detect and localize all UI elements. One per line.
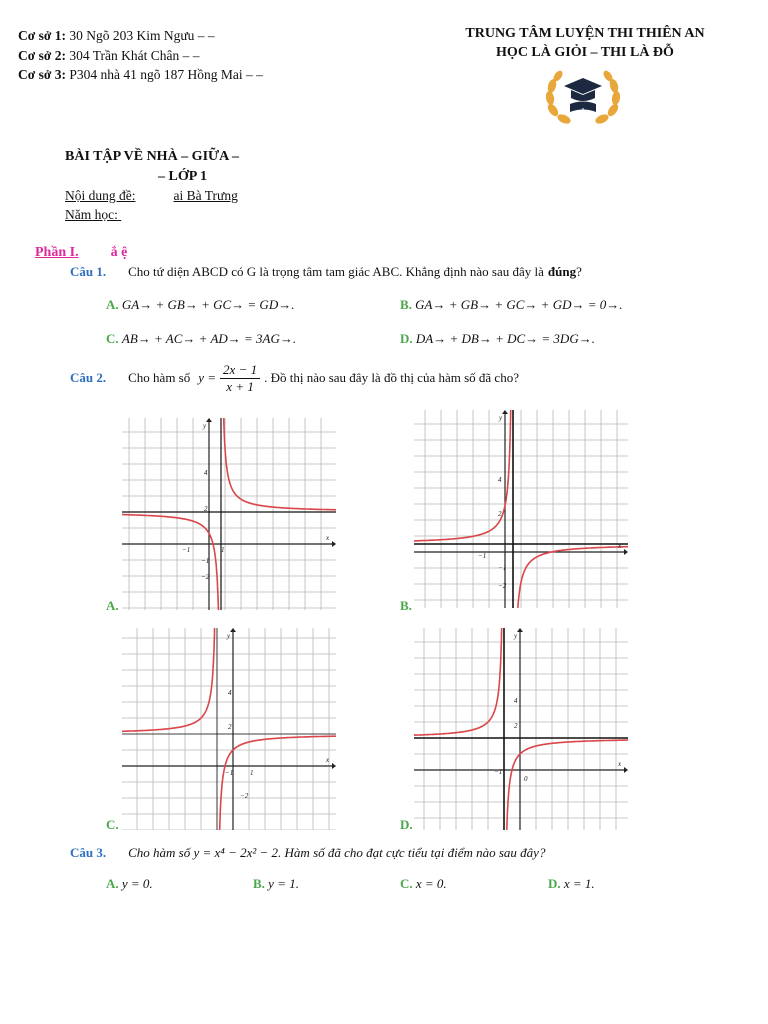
branch-2: Cơ sở 2: 304 Trần Khát Chân – –: [18, 47, 200, 63]
tick-label: −1: [201, 557, 210, 565]
curve-branch: [414, 628, 502, 735]
tick-label: 4: [228, 689, 232, 697]
q1-option-a[interactable]: A. GA→ + GB→ + GC→ = GD→.: [106, 297, 295, 312]
branch-3: Cơ sở 3: P304 nhà 41 ngõ 187 Hồng Mai – –: [18, 67, 263, 82]
graph-b[interactable]: [414, 410, 628, 608]
tick-label: −1: [225, 769, 234, 777]
question-3: Câu 3. Cho hàm số y = x⁴ − 2x² − 2. Hàm số đã cho đạt cực tiểu tại điểm nào sau đây?: [70, 845, 546, 860]
q1-option-c[interactable]: C. AB→ + AC→ + AD→ = 3AG→.: [106, 331, 297, 346]
x-axis-arrow: [332, 763, 336, 769]
graph-label-a: A.: [106, 598, 119, 613]
x-axis-arrow: [332, 541, 336, 547]
fraction: $\frac{2x - 1}{x + 1}$: [220, 362, 260, 395]
tick-label: −1: [498, 564, 507, 572]
branch-1: Cơ sở 1: 30 Ngõ 203 Kim Ngưu – –: [18, 28, 215, 43]
logo-laurel-icon: [544, 64, 622, 130]
q3-option-b[interactable]: B. y = 1.: [253, 876, 299, 891]
tick-label: 1: [250, 769, 254, 777]
tick-label: 2: [228, 723, 232, 731]
tick-label: 0: [524, 775, 528, 783]
tick-label: 4: [514, 697, 518, 705]
curve-branch: [517, 547, 628, 608]
tick-label: −2: [498, 582, 507, 590]
slogan: HỌC LÀ GIỎI – THI LÀ ĐỖ: [496, 45, 674, 60]
question-1: Câu 1. Cho tứ diện ABCD có G là trọng tâm tam giác ABC. Khẳng định nào sau đây là đúng?: [70, 264, 582, 279]
year-line: Năm học:: [65, 207, 118, 222]
tick-label: 2: [514, 722, 518, 730]
tick-label: 4: [498, 476, 502, 484]
y-axis-arrow: [206, 418, 212, 422]
branch-list: [18, 26, 263, 85]
curve-branch: [414, 410, 511, 541]
y-axis-arrow: [502, 410, 508, 414]
y-axis-label: y: [499, 414, 503, 422]
tick-label: 1: [221, 546, 225, 554]
doc-title-line2: – LỚP 1: [158, 169, 208, 184]
curve-branch: [506, 740, 628, 830]
content-line: Nội dung đề: ai Bà Trưng: [65, 188, 238, 203]
graph-d[interactable]: [414, 628, 628, 830]
graph-label-b: B.: [400, 598, 412, 613]
q3-option-d[interactable]: D. x = 1.: [548, 876, 595, 891]
center-name: TRUNG TÂM LUYỆN THI THIÊN AN: [465, 26, 705, 41]
doc-title-line1: BÀI TẬP VỀ NHÀ – GIỮA –: [65, 149, 239, 164]
tick-label: 4: [204, 469, 208, 477]
y-axis-label: y: [227, 632, 231, 640]
x-axis-arrow: [624, 549, 628, 555]
tick-label: −1: [478, 552, 487, 560]
graph-a[interactable]: [122, 418, 336, 610]
x-axis-label: x: [618, 542, 622, 550]
graph-label-c: C.: [106, 817, 119, 832]
tick-label: 2: [498, 510, 502, 518]
y-axis-label: y: [203, 422, 207, 430]
q3-option-c[interactable]: C. x = 0.: [400, 876, 447, 891]
q1-option-d[interactable]: D. DA→ + DB→ + DC→ = 3DG→.: [400, 331, 595, 346]
y-axis-arrow: [230, 628, 236, 632]
x-axis-label: x: [326, 534, 330, 542]
x-axis-label: x: [326, 756, 330, 764]
x-axis-arrow: [624, 767, 628, 773]
tick-label: −2: [240, 792, 249, 800]
q3-option-a[interactable]: A. y = 0.: [106, 876, 153, 891]
tick-label: −2: [201, 573, 210, 581]
graph-c[interactable]: [122, 628, 336, 830]
graph-label-d: D.: [400, 817, 413, 832]
tick-label: 2: [204, 505, 208, 513]
x-axis-label: x: [618, 760, 622, 768]
question-2: Câu 2. Cho hàm số y = $\frac{2x - 1}{x + 1}$ . Đồ thị nào sau đây là đồ thị của hàm số đã cho?: [70, 362, 519, 394]
q1-option-b[interactable]: B. GA→ + GB→ + GC→ + GD→ = 0→.: [400, 297, 623, 312]
y-axis-arrow: [517, 628, 523, 632]
part-heading: Phần I. ắ ệ: [35, 245, 128, 260]
tick-label: −1: [494, 768, 503, 776]
y-axis-label: y: [514, 632, 518, 640]
tick-label: −1: [182, 546, 191, 554]
